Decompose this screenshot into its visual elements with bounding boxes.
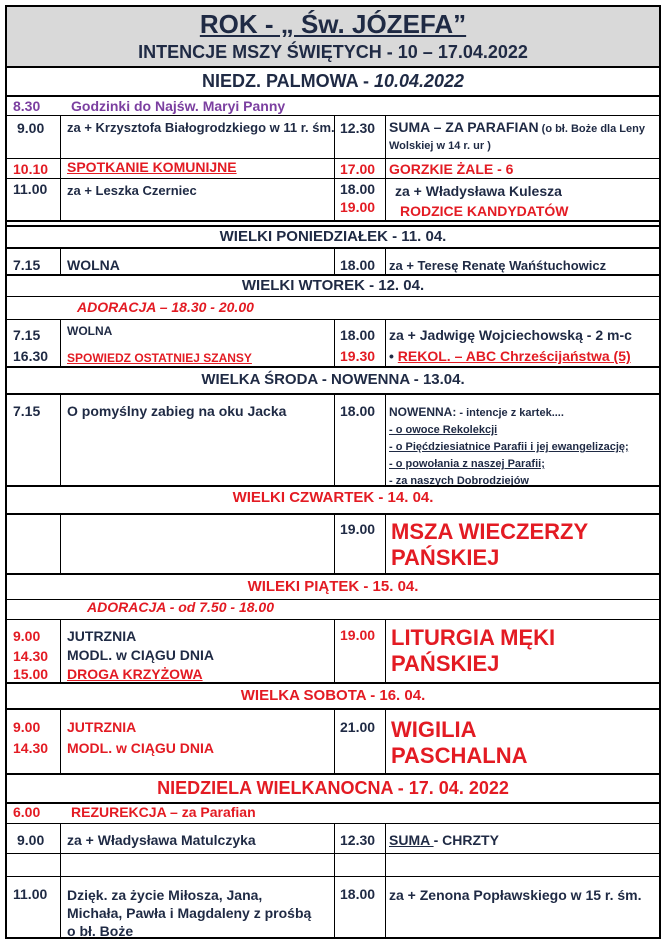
liturgy-title: LITURGIA MĘKI PAŃSKIEJ (391, 625, 556, 676)
time-cell: 9.00 (17, 120, 45, 136)
intention-text: za + Władysława Kulesza (395, 183, 562, 199)
time-cell: 10.10 (13, 161, 49, 177)
intention-text: za + Teresę Renatę Wańśtuchowicz (389, 258, 607, 273)
intention-text: SUMA – ZA PARAFIAN (o bł. Boże dla Leny Wolskiej w 14 r. ur ) (389, 119, 645, 152)
time-cell: 11.00 (13, 181, 48, 197)
day-heading-saturday: WIELKA SOBOTA - 16. 04. (240, 687, 426, 704)
time-cell: 19.30 (340, 348, 376, 364)
intention-text: Dzięk. za życie Miłosza, Jana, Michała, Pawła i Magdaleny z prośbą o bł. Boże (67, 887, 312, 939)
day-heading-easter: NIEDZIELA WIELKANOCNA - 17. 04. 2022 (157, 778, 509, 798)
event-text: • REKOL. – ABC Chrześcijaństwa (5) (389, 348, 631, 364)
time-cell: 7.15 (13, 257, 41, 273)
event-text: SPOWIEDZ OSTATNIEJ SZANSY (67, 351, 252, 365)
time-cell: 19.00 (340, 627, 376, 643)
time-cell: 11.00 (13, 886, 48, 902)
intention-text: Godzinki do Najśw. Maryi Panny (71, 98, 286, 114)
day-heading-tuesday: WIELKI WTOREK - 12. 04. (241, 277, 425, 294)
day-heading-palm-sunday: NIEDZ. PALMOWA - 10.04.2022 (201, 71, 465, 91)
page-title: ROK - „ Św. JÓZEFA” (199, 9, 467, 39)
adoration-note: ADORACJA - od 7.50 - 18.00 (87, 599, 274, 615)
time-cell: 18.00 (340, 327, 376, 343)
novena-item: - o powołania z naszej Parafii; (389, 458, 545, 470)
time-cell: 19.00 (340, 521, 376, 537)
time-cell: 18.00 (340, 403, 376, 419)
event-text: REZUREKCJA – za Parafian (71, 804, 256, 820)
time-cell: 14.30 (13, 740, 49, 756)
time-cell: 9.00 (13, 719, 41, 735)
time-cell: 18.00 (340, 257, 376, 273)
time-cell: 17.00 (340, 161, 376, 177)
intention-text: za + Krzysztofa Białogrodzkiego w 11 r. śm. (67, 120, 335, 135)
day-heading-friday: WILEKI PIĄTEK - 15. 04. (247, 578, 419, 595)
event-text: GORZKIE ŻALE - 6 (389, 161, 514, 177)
time-cell: 7.15 (13, 327, 41, 343)
time-cell: 8.30 (13, 98, 41, 114)
time-cell: 12.30 (340, 120, 376, 136)
novena-item: - o owoce Rekolekcji (389, 424, 498, 436)
day-heading-monday: WIELKI PONIEDZIAŁEK - 11. 04. (219, 228, 447, 245)
event-text: DROGA KRZYŻOWA (67, 666, 203, 682)
time-cell: 9.00 (13, 628, 41, 644)
time-cell: 18.00 (340, 886, 376, 902)
time-cell: 21.00 (340, 719, 376, 735)
time-cell: 16.30 (13, 348, 49, 364)
intention-text: WOLNA (67, 257, 120, 273)
time-cell: 6.00 (13, 804, 41, 820)
intention-text: za + Władysława Matulczyka (67, 832, 256, 848)
adoration-note: ADORACJA – 18.30 - 20.00 (77, 299, 254, 315)
liturgy-title: MSZA WIECZERZY PAŃSKIEJ (391, 519, 589, 570)
time-cell: 9.00 (17, 832, 45, 848)
event-text: RODZICE KANDYDATÓW (400, 203, 569, 219)
time-cell: 14.30 (13, 648, 49, 664)
intention-text: WOLNA (67, 324, 113, 338)
event-text: JUTRZNIA (67, 719, 137, 735)
intention-text: za + Jadwigę Wojciechowską - 2 m-c (389, 327, 632, 343)
novena-item: - o Pięćdziesiatnice Parafii i jej ewangelizację; (389, 441, 629, 453)
event-text: JUTRZNIA (67, 628, 137, 644)
intention-text: O pomyślny zabieg na oku Jacka (67, 403, 287, 419)
novena-item: - za naszych Dobrodziejów (389, 475, 529, 487)
event-text: SUMA - CHRZTY (389, 832, 499, 848)
day-heading-thursday: WIELKI CZWARTEK - 14. 04. (232, 489, 434, 506)
event-text: MODL. w CIĄGU DNIA (67, 647, 214, 663)
time-cell: 7.15 (13, 403, 41, 419)
schedule-sheet (5, 5, 661, 939)
time-cell: 18.00 (340, 181, 376, 197)
day-heading-wednesday: WIELKA ŚRODA - NOWENNA - 13.04. (201, 371, 465, 388)
time-cell: 12.30 (340, 832, 376, 848)
event-text: MODL. w CIĄGU DNIA (67, 740, 214, 756)
event-text: SPOTKANIE KOMUNIJNE (67, 159, 237, 175)
page-subtitle: INTENCJE MSZY ŚWIĘTYCH - 10 – 17.04.2022 (138, 42, 528, 62)
intention-text: za + Zenona Popławskiego w 15 r. śm. (389, 887, 642, 903)
intention-text: za + Leszka Czerniec (67, 183, 197, 198)
time-cell: 15.00 (13, 666, 49, 682)
liturgy-title: WIGILIA PASCHALNA (391, 717, 528, 768)
novena-block: NOWENNA: - intencje z kartek.... - o owoce Rekolekcji - o Pięćdziesiatnice Parafii i jej ewangelizację; - o powołania z naszej Parafii; - za naszych Dobrodziejów (389, 403, 657, 490)
time-cell: 19.00 (340, 199, 376, 215)
